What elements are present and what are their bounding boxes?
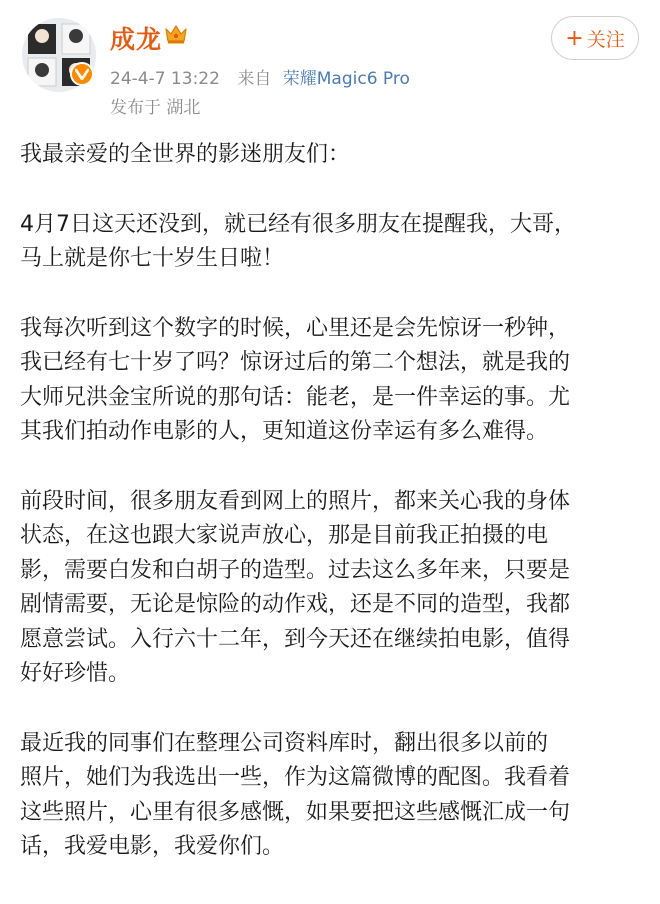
post-paragraph: 我最亲爱的全世界的影迷朋友们：: [20, 142, 351, 167]
author-name[interactable]: 成龙: [110, 25, 163, 54]
device-link[interactable]: 荣耀Magic6 Pro: [282, 69, 410, 89]
post-paragraph: 4月7日这天还没到，就已经有很多朋友在提醒我，大哥， 马上就是你七十岁生日啦！: [20, 211, 576, 271]
follow-label: 关注: [586, 28, 625, 51]
follow-button[interactable]: [551, 16, 639, 60]
plus-icon: +: [565, 25, 584, 51]
verified-v-icon: [70, 62, 94, 86]
post-timestamp: 24-4-7 13:22: [110, 69, 220, 89]
post-header: [0, 0, 660, 130]
post-meta: [110, 64, 410, 89]
crown-icon: [164, 23, 188, 45]
post-content: [20, 138, 645, 900]
source-prefix: 来自: [237, 69, 272, 89]
post-location: 发布于 湖北: [110, 98, 201, 118]
post-paragraph: 前段时间，很多朋友看到网上的照片，都来关心我的身体 状态，在这也跟大家说声放心，那是目前我正拍摄的电 影，需要白发和白胡子的造型。过去这么多年来，只要是 剧情需要，无论是惊险的动作戏，还是不同的造型，我都 愿意尝试。入行六十二年，到今天还在继续拍电影，值得 好好珍惜。: [20, 488, 571, 686]
post-paragraph: 最近我的同事们在整理公司资料库时，翻出很多以前的 照片，她们为我选出一些，作为这篇微博的配图。我看着 这些照片，心里有很多感慨，如果要把这些感慨汇成一句 话，我爱电影，我爱你们。: [20, 730, 571, 859]
post-paragraph: 我每次听到这个数字的时候，心里还是会先惊讶一秒钟， 我已经有七十岁了吗？惊讶过后的第二个想法，就是我的 大师兄洪金宝所说的那句话：能老，是一件幸运的事。尤 其我们拍动作电影的人，更知道这份幸运有多么难得。: [20, 315, 571, 444]
